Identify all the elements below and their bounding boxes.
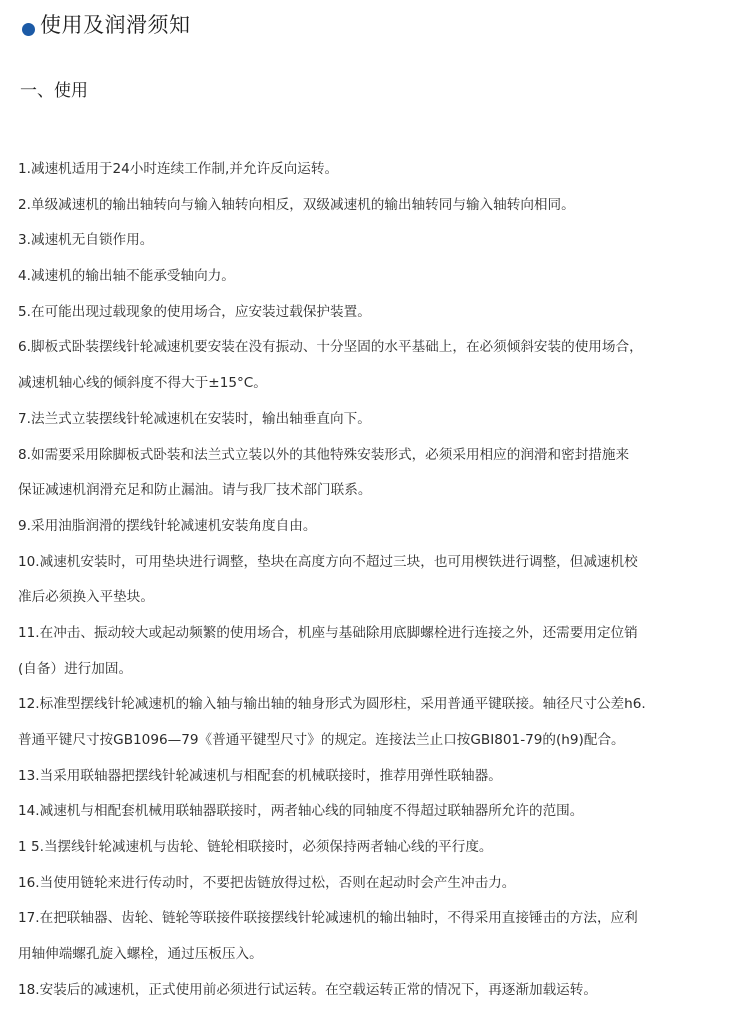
list-item-line: 保证减速机润滑充足和防止漏油。请与我厂技术部门联系。 bbox=[18, 482, 372, 499]
list-item bbox=[18, 545, 732, 616]
section-heading: 一、使用 bbox=[20, 81, 88, 101]
list-item-line: 减速机轴心线的倾斜度不得大于±15°C。 bbox=[18, 375, 267, 392]
list-item bbox=[18, 973, 732, 1009]
list-item bbox=[18, 616, 732, 687]
list-item-line: 13.当采用联轴器把摆线针轮减速机与相配套的机械联接时，推荐用弹性联轴器。 bbox=[18, 767, 502, 784]
list-item-line: 1 5.当摆线针轮减速机与齿轮、链轮相联接时，必须保持两者轴心线的平行度。 bbox=[18, 839, 493, 856]
list-item-line: 10.减速机安装时，可用垫块进行调整，垫块在高度方向不超过三块，也可用楔铁进行调整，但减速机校 bbox=[18, 553, 638, 570]
bullet-dot-icon bbox=[22, 23, 35, 36]
list-item bbox=[18, 509, 732, 545]
list-item bbox=[18, 438, 732, 509]
list-item bbox=[18, 223, 732, 259]
list-item bbox=[18, 152, 732, 188]
list-item-line: 准后必须换入平垫块。 bbox=[18, 589, 154, 606]
list-item bbox=[18, 330, 732, 401]
list-item-line: 2.单级减速机的输出轴转向与输入轴转向相反，双级减速机的输出轴转同与输入轴转向相同。 bbox=[18, 196, 575, 213]
list-item bbox=[18, 259, 732, 295]
list-item-line: 11.在冲击、振动较大或起动频繁的使用场合，机座与基础除用底脚螺栓进行连接之外，还需要用定位销 bbox=[18, 624, 638, 641]
list-item-line: 18.安装后的减速机，正式使用前必须进行试运转。在空载运转正常的情况下，再逐渐加载运转。 bbox=[18, 981, 597, 998]
list-item-line: 17.在把联轴器、齿轮、链轮等联接件联接摆线针轮减速机的输出轴时，不得采用直接锤击的方法，应利 bbox=[18, 910, 638, 927]
page-title: 使用及润滑须知 bbox=[40, 13, 191, 37]
usage-instructions-list bbox=[18, 152, 732, 1009]
list-item bbox=[18, 188, 732, 224]
list-item-line: 8.如需要采用除脚板式卧装和法兰式立装以外的其他特殊安装形式，必须采用相应的润滑和密封措施来 bbox=[18, 446, 630, 463]
list-item bbox=[18, 759, 732, 795]
list-item-line: 12.标准型摆线针轮减速机的输入轴与输出轴的轴身形式为圆形柱，采用普通平键联接。轴径尺寸公差h6. bbox=[18, 696, 646, 713]
list-item-line: 16.当使用链轮来进行传动时，不要把齿链放得过松，否则在起动时会产生冲击力。 bbox=[18, 874, 516, 891]
list-item-line: (自备）进行加固。 bbox=[18, 660, 133, 677]
list-item-line: 14.减速机与相配套机械用联轴器联接时，两者轴心线的同轴度不得超过联轴器所允许的范围。 bbox=[18, 803, 584, 820]
list-item-line: 用轴伸端螺孔旋入螺栓，通过压板压入。 bbox=[18, 946, 263, 963]
list-item-line: 7.法兰式立装摆线针轮减速机在安装时，输出轴垂直向下。 bbox=[18, 410, 371, 427]
list-item-line: 1.减速机适用于24小时连续工作制,并允许反向运转。 bbox=[18, 161, 339, 177]
list-item bbox=[18, 830, 732, 866]
list-item bbox=[18, 794, 732, 830]
list-item-line: 6.脚板式卧装摆线针轮减速机要安装在没有振动、十分坚固的水平基础上，在必须倾斜安装的使用场合， bbox=[18, 339, 643, 356]
list-item-line: 9.采用油脂润滑的摆线针轮减速机安装角度自由。 bbox=[18, 517, 317, 534]
list-item bbox=[18, 866, 732, 902]
list-item-line: 4.减速机的输出轴不能承受轴向力。 bbox=[18, 268, 235, 285]
list-item bbox=[18, 687, 732, 758]
list-item-line: 3.减速机无自锁作用。 bbox=[18, 232, 154, 249]
list-item bbox=[18, 295, 732, 331]
list-item bbox=[18, 402, 732, 438]
list-item bbox=[18, 901, 732, 972]
list-item-line: 普通平键尺寸按GB1096—79《普通平键型尺寸》的规定。连接法兰止口按GBI801-79的(h9)配合。 bbox=[18, 732, 625, 748]
title-row bbox=[22, 8, 191, 40]
list-item-line: 5.在可能出现过载现象的使用场合，应安装过载保护装置。 bbox=[18, 303, 371, 320]
